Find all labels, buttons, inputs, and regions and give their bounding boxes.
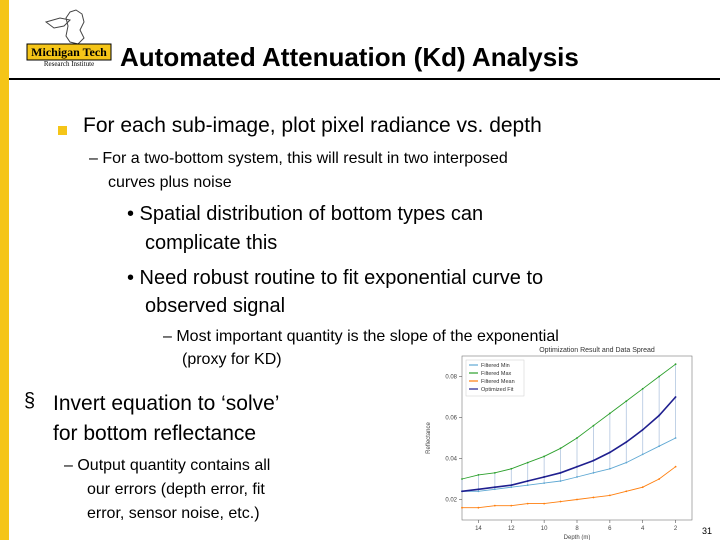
data-point [527, 503, 529, 505]
x-tick-label: 2 [673, 526, 678, 532]
page-number: 31 [701, 526, 712, 536]
sub-sub-bullet-2a: • Need robust routine to fit exponential curve to [127, 267, 544, 289]
data-point [576, 466, 578, 468]
data-point [494, 505, 496, 507]
data-point [510, 468, 512, 470]
data-point [510, 505, 512, 507]
x-tick-label: 10 [540, 526, 548, 532]
sub-sub-bullet-2b: observed signal [145, 295, 286, 317]
optimization-chart [420, 340, 702, 540]
institute-logo [26, 8, 112, 68]
data-point [625, 400, 627, 402]
legend-label: Filtered Max [481, 371, 512, 377]
data-point [642, 429, 644, 431]
data-point [642, 388, 644, 390]
data-point [593, 460, 595, 462]
sub-bullet-2a: – Output quantity contains all [64, 457, 271, 474]
x-tick-label: 14 [475, 526, 482, 532]
y-tick-label: 0.06 [445, 415, 457, 422]
sub-bullet-1a: – For a two-bottom system, this will result in two interposed [89, 150, 508, 167]
y-tick-label: 0.08 [445, 374, 457, 381]
data-point [560, 472, 562, 474]
data-point [527, 484, 529, 486]
data-point [658, 445, 660, 447]
sub-sub-bullet-1b: complicate this [145, 232, 278, 254]
data-point [543, 482, 545, 484]
data-point [494, 486, 496, 488]
bullet-2-marker-icon: § [24, 390, 36, 412]
data-point [642, 486, 644, 488]
y-axis-label: Reflectance [426, 422, 432, 454]
bullet-square-icon [58, 126, 67, 135]
legend-label: Filtered Min [481, 363, 510, 369]
bullet-2a: Invert equation to ‘solve’ [53, 392, 280, 415]
data-point [675, 437, 677, 439]
data-point [510, 484, 512, 486]
legend-label: Filtered Mean [481, 379, 515, 385]
data-point [478, 490, 480, 492]
data-point [642, 454, 644, 456]
data-point [494, 472, 496, 474]
data-point [609, 413, 611, 415]
x-tick-label: 4 [641, 526, 645, 532]
bullet-2b: for bottom reflectance [53, 422, 257, 445]
data-point [576, 476, 578, 478]
chart-svg [420, 340, 702, 540]
y-tick-label: 0.04 [445, 456, 457, 463]
data-point [593, 497, 595, 499]
data-point [609, 495, 611, 497]
svg-text:Research Institute: Research Institute [43, 60, 95, 68]
data-point [494, 488, 496, 490]
data-point [576, 437, 578, 439]
data-point [625, 441, 627, 443]
title-underline [9, 78, 720, 80]
data-point [543, 503, 545, 505]
data-point [609, 468, 611, 470]
data-point [593, 472, 595, 474]
x-tick-label: 12 [507, 526, 515, 532]
data-point [560, 480, 562, 482]
data-point [625, 462, 627, 464]
level4-bullet-a: – Most important quantity is the slope of the exponential [163, 328, 559, 345]
data-point [461, 490, 463, 492]
data-point [461, 507, 463, 509]
x-axis-label: Depth (m) [563, 535, 591, 540]
data-point [675, 363, 677, 365]
series-line-0 [462, 438, 676, 491]
data-point [675, 396, 677, 398]
y-tick-label: 0.02 [445, 497, 457, 504]
data-point [625, 490, 627, 492]
michigan-logo-icon [26, 8, 112, 68]
data-point [576, 499, 578, 501]
data-point [543, 456, 545, 458]
data-point [658, 478, 660, 480]
data-point [510, 486, 512, 488]
data-point [543, 476, 545, 478]
data-point [478, 474, 480, 476]
data-point [609, 451, 611, 453]
accent-sidebar [0, 0, 9, 540]
data-point [461, 478, 463, 480]
data-point [527, 462, 529, 464]
sub-bullet-2c: error, sensor noise, etc.) [87, 505, 260, 522]
slide-title: Automated Attenuation (Kd) Analysis [120, 42, 579, 72]
data-point [527, 480, 529, 482]
svg-text:Michigan Tech: Michigan Tech [31, 45, 107, 59]
data-point [560, 447, 562, 449]
bullet-1: For each sub-image, plot pixel radiance vs. depth [83, 114, 542, 137]
chart-title: Optimization Result and Data Spread [539, 347, 655, 354]
series-line-3 [462, 397, 676, 491]
sub-sub-bullet-1a: • Spatial distribution of bottom types can [127, 203, 484, 225]
x-tick-label: 6 [608, 526, 612, 532]
sub-bullet-2b: our errors (depth error, fit [87, 481, 265, 498]
data-point [593, 425, 595, 427]
level4-bullet-b: (proxy for KD) [182, 351, 282, 368]
data-point [560, 501, 562, 503]
x-tick-label: 8 [575, 526, 579, 532]
data-point [478, 488, 480, 490]
data-point [675, 466, 677, 468]
legend-label: Optimized Fit [481, 387, 514, 393]
data-point [478, 507, 480, 509]
data-point [658, 415, 660, 417]
data-point [658, 376, 660, 378]
sub-bullet-1b: curves plus noise [108, 174, 232, 191]
